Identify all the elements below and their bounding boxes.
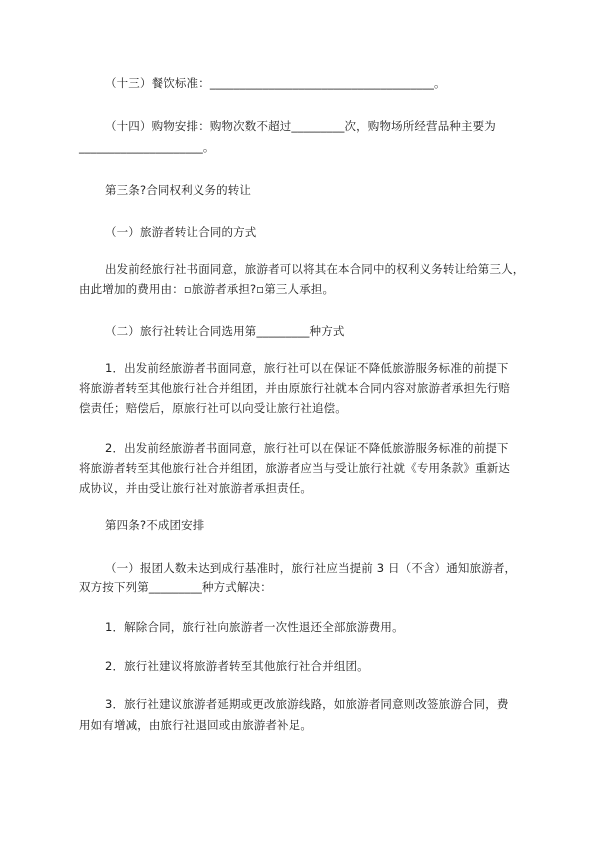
article3-subsection1-heading: （一）旅游者转让合同的方式 bbox=[105, 225, 257, 239]
article4-item3-line2: 用如有增减，由旅行社退回或由旅游者补足。 bbox=[79, 718, 312, 732]
article4-item2: 2．旅行社建议将旅游者转至其他旅行社合并组团。 bbox=[105, 659, 369, 673]
article4-item3-line1: 3．旅行社建议旅游者延期或更改旅游线路，如旅游者同意则改签旅游合同，费 bbox=[105, 697, 509, 711]
clause14-shopping-line2: _____________________。 bbox=[79, 140, 215, 154]
article3-item1-line3: 偿责任；赔偿后，原旅行社可以向受让旅行社追偿。 bbox=[79, 401, 347, 415]
article4-item1: 1．解除合同，旅行社向旅游者一次性退还全部旅游费用。 bbox=[105, 620, 404, 634]
article4-heading: 第四条?不成团安排 bbox=[105, 518, 205, 532]
article4-subsection1-line1: （一）报团人数未达到成行基准时，旅行社应当提前 3 日（不含）通知旅游者， bbox=[105, 561, 517, 575]
clause14-shopping-line1: （十四）购物安排：购物次数不超过_________次，购物场所经营品种主要为 bbox=[105, 119, 496, 133]
article4-subsection1-line2: 双方按下列第_________种方式解决： bbox=[79, 580, 272, 594]
article3-item1-line1: 1．出发前经旅游者书面同意，旅行社可以在保证不降低旅游服务标准的前提下 bbox=[105, 361, 509, 375]
article3-para1-line2: 由此增加的费用由：▫旅游者承担?▫第三人承担。 bbox=[79, 282, 335, 296]
article3-item2-line1: 2．出发前经旅游者书面同意，旅行社可以在保证不降低旅游服务标准的前提下 bbox=[105, 441, 509, 455]
article3-item1-line2: 将旅游者转至其他旅行社合并组团，并由原旅行社就本合同内容对旅游者承担先行赔 bbox=[79, 381, 511, 395]
article3-heading: 第三条?合同权利义务的转让 bbox=[105, 183, 252, 197]
article3-item2-line3: 成协议，并由受让旅行社对旅游者承担责任。 bbox=[79, 481, 312, 495]
article3-subsection2-heading: （二）旅行社转让合同选用第_________种方式 bbox=[105, 324, 345, 338]
article3-para1-line1: 出发前经旅行社书面同意，旅游者可以将其在本合同中的权利义务转让给第三人， bbox=[105, 262, 525, 276]
clause13-meal-standard: （十三）餐饮标准：______________________________________。 bbox=[105, 76, 446, 90]
article3-item2-line2: 将旅游者转至其他旅行社合并组团，旅游者应当与受让旅行社就《专用条款》重新达 bbox=[79, 461, 511, 475]
